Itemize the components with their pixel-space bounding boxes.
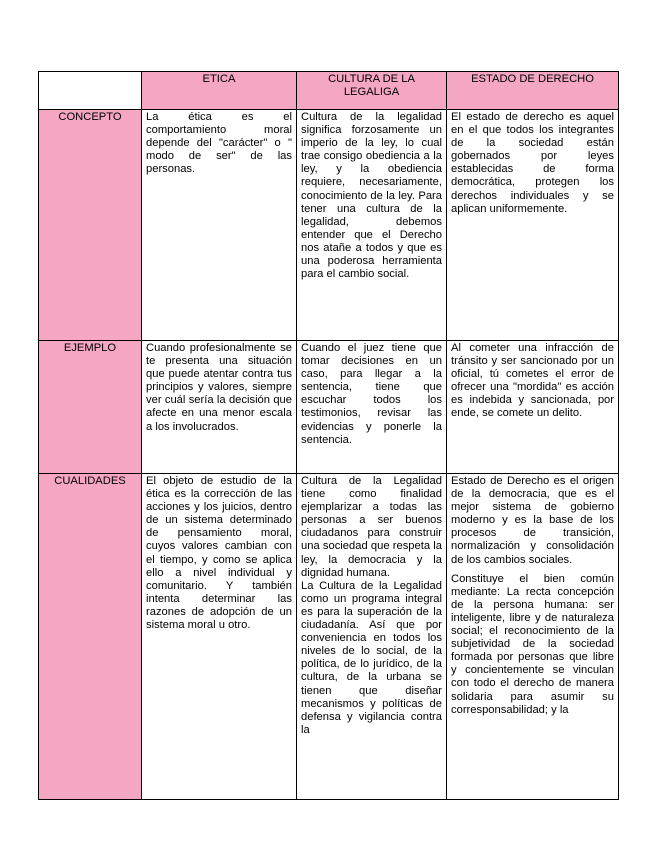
row-ejemplo — [39, 341, 619, 474]
cell-cualidades-cultura — [297, 474, 447, 800]
row-concepto — [39, 110, 619, 341]
column-header-estado: ESTADO DE DERECHO — [447, 72, 619, 110]
cell-cualidades-estado — [447, 474, 619, 800]
cualidades-cultura-paragraph-2: La Cultura de la Legalidad como un programa integral es para la superación de la ciudadanía. Así que por conveniencia en todos los niveles de lo social, de la política, de lo jurídico, de la cultura, de la urbana se tienen que diseñar mecanismos y políticas de defensa y vigilancia contra la — [301, 579, 442, 736]
row-header-ejemplo: EJEMPLO — [39, 341, 142, 474]
header-row — [39, 72, 619, 110]
cell-concepto-cultura: Cultura de la legalidad significa forzosamente un imperio de la ley, lo cual trae consigo obediencia a la ley, y la obediencia requiere, necesariamente, conocimiento de la ley. Para tener una cultura de la legalidad, debemos entender que el Derecho nos atañe a todos y que es una poderosa herramienta para el cambio social. — [297, 110, 447, 341]
cell-concepto-etica: La ética es el comportamiento moral depende del "carácter" o " modo de ser" de las personas. — [142, 110, 297, 341]
cualidades-cultura-paragraph-1: Cultura de la Legalidad tiene como finalidad ejemplarizar a todas las personas a ser buenos ciudadanos para construir una sociedad que respeta la ley, la democracia y la dignidad humana. — [301, 475, 442, 579]
cell-concepto-estado: El estado de derecho es aquel en el que todos los integrantes de la sociedad están gobernados por leyes establecidas de forma democrática, protegen los derechos individuales y se aplican uniformemente. — [447, 110, 619, 341]
corner-cell — [39, 72, 142, 110]
cualidades-estado-paragraph-1: Estado de Derecho es el origen de la democracia, que es el mejor sistema de gobierno moderno y es la base de los procesos de transición, normalización y consolidación de los cambios sociales. — [451, 475, 614, 566]
column-header-cultura: CULTURA DE LA LEGALIGA — [297, 72, 447, 110]
row-header-cualidades: CUALIDADES — [39, 474, 142, 800]
row-cualidades — [39, 474, 619, 800]
cell-ejemplo-cultura: Cuando el juez tiene que tomar decisiones en un caso, para llegar a la sentencia, tiene que escuchar todos los testimonios, revisar las evidencias y ponerle la sentencia. — [297, 341, 447, 474]
cualidades-estado-paragraph-2: Constituye el bien común mediante: La recta concepción de la persona humana: ser inteligente, libre y de naturaleza social; el reconocimiento de la subjetividad de la sociedad formada por personas que libre y concientemente se vinculan con todo el derecho de manera solidaria para asumir su corresponsabilidad; y la — [451, 572, 614, 716]
row-header-concepto: CONCEPTO — [39, 110, 142, 341]
column-header-etica: ETICA — [142, 72, 297, 110]
cell-cualidades-etica: El objeto de estudio de la ética es la corrección de las acciones y los juicios, dentro de un sistema determinado de pensamiento moral, cuyos valores cambian con el tiempo, y como se aplica ello a nivel individual y comunitario. Y también intenta determinar las razones de adopción de un sistema moral u otro. — [142, 474, 297, 800]
cell-ejemplo-estado: Al cometer una infracción de tránsito y ser sancionado por un oficial, tú cometes el error de ofrecer una "mordida" es acción es indebida y sancionada, por ende, se comete un delito. — [447, 341, 619, 474]
cell-ejemplo-etica: Cuando profesionalmente se te presenta una situación que puede atentar contra tus principios y valores, siempre ver cuál sería la decisión que afecte en una menor escala a los involucrados. — [142, 341, 297, 474]
comparison-table — [38, 71, 619, 800]
